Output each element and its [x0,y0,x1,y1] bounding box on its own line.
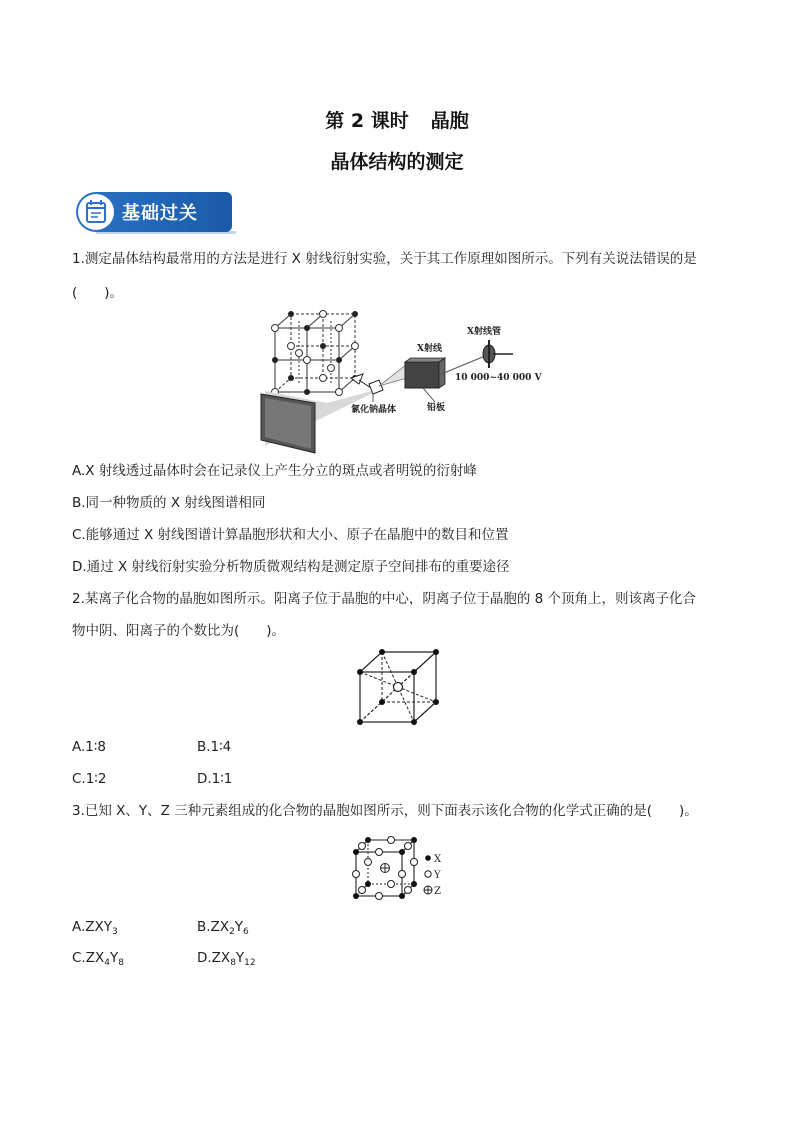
badge-icon-circle [78,194,114,230]
q1-option-b: B.同一种物质的 X 射线图谱相同 [72,495,266,511]
section-badge [76,190,234,234]
q1-option-c: C.能够通过 X 射线图谱计算晶胞形状和大小、原子在晶胞中的数目和位置 [72,527,509,543]
page-subtitle: 晶体结构的测定 [330,151,464,173]
q3-option-b: $B.ZX_2Y_6$ [197,919,249,937]
z-atom [381,864,390,873]
cation-center [394,683,403,692]
label-voltage: 10 000~40 000 V [455,373,542,383]
lattice-ions-black [272,311,358,395]
label-plate: 铅板 [427,403,446,413]
lesson-number: 第 2 课时 [325,110,409,132]
lattice-ions-white [272,311,359,396]
xray-tube [483,340,513,368]
label-crystal: 氯化钠晶体 [351,405,397,415]
legend-z: Z [434,886,441,897]
legend-x: X [434,854,442,865]
q3-option-a: $A.ZXY_3$ [72,919,118,937]
legend-y: Y [434,870,441,881]
nacl-lattice-diagram [275,314,355,392]
ionic-crystal-cell-figure [352,646,442,728]
calendar-icon [78,194,114,230]
q2-option-a: A.1∶8 [72,739,106,755]
q1-stem-line2: ( )。 [72,285,124,301]
badge-label: 基础过关 [122,203,198,224]
q2-option-b: B.1∶4 [197,739,232,755]
xray-beam [379,364,407,386]
recorder-screen [261,394,315,453]
q1-option-a: A.X 射线透过晶体时会在记录仪上产生分立的斑点或者明锐的衍射峰 [72,463,477,479]
label-tube: X射线管 [467,327,501,337]
label-ray: X射线 [417,344,442,354]
q2-stem-line1: 2.某离子化合物的晶胞如图所示。阳离子位于晶胞的中心，阴离子位于晶胞的 8 个顶角上，则该离子化合 [72,591,697,607]
lesson-topic: 晶胞 [430,110,469,132]
q1-stem-line1: 1.测定晶体结构最常用的方法是进行 X 射线衍射实验，关于其工作原理如图所示。下列有关说法错误的是 [72,251,697,267]
q2-option-d: D.1∶1 [197,771,233,787]
xray-diffraction-figure [255,306,545,456]
q2-option-c: C.1∶2 [72,771,107,787]
xyz-legend [424,854,442,897]
lead-plate [405,358,445,388]
q3-stem: 3.已知 X、Y、Z 三种元素组成的化合物的晶胞如图所示，则下面表示该化合物的化学式正确的是( )。 [72,803,698,819]
page-title [0,106,794,133]
q2-stem-line2: 物中阴、阳离子的个数比为( )。 [72,623,286,639]
xyz-crystal-cell-figure [350,832,450,902]
q1-option-d: D.通过 X 射线衍射实验分析物质微观结构是测定原子空间排布的重要途径 [72,559,510,575]
q3-option-d: $D.ZX_8Y_{12}$ [197,950,256,968]
q3-option-c: $C.ZX_4Y_8$ [72,950,124,968]
